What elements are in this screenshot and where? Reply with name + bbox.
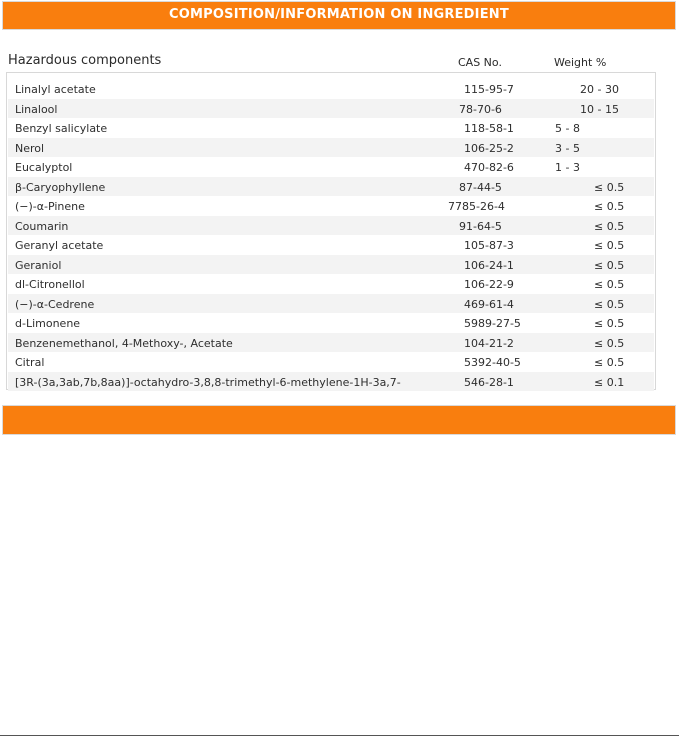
component-name: Geranyl acetate — [15, 239, 104, 252]
component-name: Nerol — [15, 141, 45, 155]
cas-number: 91-64-5 — [459, 219, 502, 233]
component-name: Linalool — [15, 102, 58, 116]
cas-number: 104-21-2 — [464, 336, 514, 350]
cas-number: 105-87-3 — [464, 239, 514, 252]
weight-percent: ≤ 0.5 — [594, 356, 625, 369]
cas-number: 5989-27-5 — [464, 317, 521, 330]
table-row — [8, 352, 654, 371]
section-header-bar — [2, 1, 676, 30]
table-row — [8, 294, 654, 313]
cas-number: 78-70-6 — [459, 102, 502, 116]
weight-percent: ≤ 0.5 — [594, 180, 625, 194]
component-name: [3R-(3a,3ab,7b,8aa)]-octahydro-3,8,8-trimethyl-6-methylene-1H-3a,7- — [15, 375, 401, 389]
cas-number: 470-82-6 — [464, 161, 514, 174]
cas-number: 5392-40-5 — [464, 356, 521, 369]
weight-percent: ≤ 0.5 — [594, 336, 625, 350]
cas-number: 115-95-7 — [464, 83, 514, 96]
table-row — [8, 196, 654, 215]
weight-percent: 20 - 30 — [580, 83, 619, 96]
weight-percent: 1 - 3 — [555, 161, 580, 174]
next-section-header-bar — [2, 405, 676, 435]
component-name: Coumarin — [15, 219, 69, 233]
cas-number: 546-28-1 — [464, 375, 514, 389]
components-table — [6, 72, 656, 390]
table-row — [8, 118, 654, 137]
cas-number: 106-24-1 — [464, 258, 514, 272]
section-title: COMPOSITION/INFORMATION ON INGREDIENT — [169, 7, 509, 22]
header-hazardous-components: Hazardous components — [8, 53, 162, 68]
component-name: Citral — [15, 356, 45, 369]
component-name: Benzenemethanol, 4-Methoxy-, Acetate — [15, 336, 233, 350]
weight-percent: ≤ 0.5 — [594, 317, 625, 330]
component-name: Geraniol — [15, 258, 62, 272]
weight-percent: ≤ 0.5 — [594, 297, 625, 311]
component-name: (−)-α-Pinene — [15, 200, 85, 213]
table-row — [8, 274, 654, 293]
header-cas-no: CAS No. — [458, 56, 502, 69]
table-row — [8, 99, 654, 118]
weight-percent: ≤ 0.5 — [594, 219, 625, 233]
table-row — [8, 313, 654, 332]
table-row — [8, 235, 654, 254]
component-name: β-Caryophyllene — [15, 180, 106, 194]
weight-percent: ≤ 0.5 — [594, 239, 625, 252]
cas-number: 118-58-1 — [464, 122, 514, 135]
cas-number: 106-25-2 — [464, 141, 514, 155]
table-row — [8, 138, 654, 157]
table-row — [8, 79, 654, 98]
table-row — [8, 157, 654, 176]
weight-percent: 10 - 15 — [580, 102, 619, 116]
component-name: Linalyl acetate — [15, 83, 96, 96]
weight-percent: ≤ 0.5 — [594, 258, 625, 272]
table-row — [8, 372, 654, 391]
table-row — [8, 177, 654, 196]
weight-percent: 3 - 5 — [555, 141, 580, 155]
component-name: dl-Citronellol — [15, 278, 85, 291]
cas-number: 106-22-9 — [464, 278, 514, 291]
table-row — [8, 333, 654, 352]
table-row — [8, 216, 654, 235]
weight-percent: ≤ 0.1 — [594, 375, 625, 389]
component-name: Eucalyptol — [15, 161, 73, 174]
cas-number: 469-61-4 — [464, 297, 514, 311]
table-row — [8, 255, 654, 274]
cas-number: 87-44-5 — [459, 180, 502, 194]
cas-number: 7785-26-4 — [448, 200, 505, 213]
weight-percent: 5 - 8 — [555, 122, 580, 135]
component-name: d-Limonene — [15, 317, 81, 330]
weight-percent: ≤ 0.5 — [594, 200, 625, 213]
component-name: Benzyl salicylate — [15, 122, 108, 135]
component-name: (−)-α-Cedrene — [15, 297, 95, 311]
header-weight-percent: Weight % — [554, 56, 607, 69]
weight-percent: ≤ 0.5 — [594, 278, 625, 291]
page-bottom-divider — [0, 735, 679, 736]
